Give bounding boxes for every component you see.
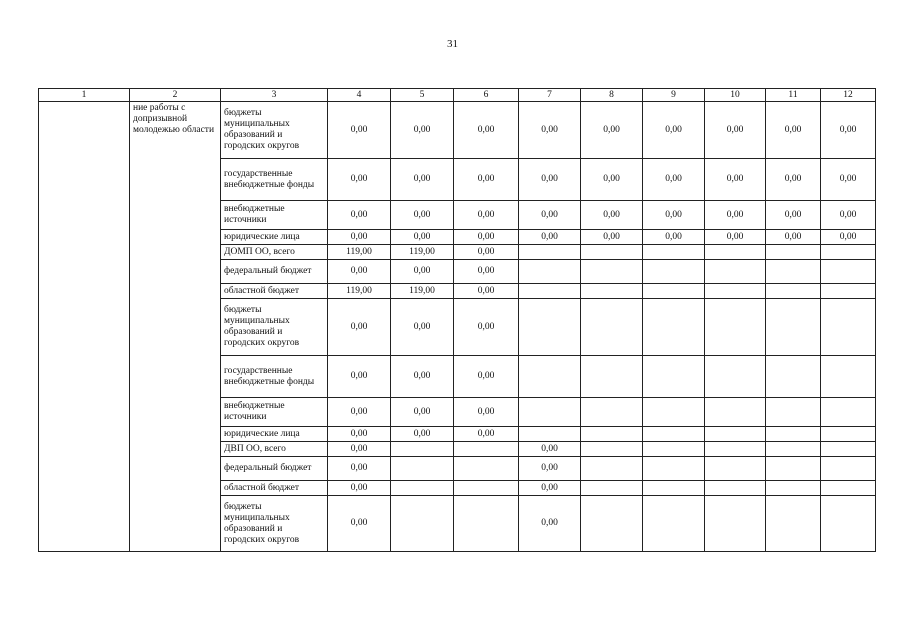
value-cell [821, 299, 876, 356]
value-cell [705, 356, 766, 398]
value-cell: 0,00 [821, 230, 876, 245]
value-cell: 0,00 [454, 356, 519, 398]
column-header: 2 [130, 89, 221, 102]
value-cell: 0,00 [519, 481, 581, 496]
value-cell [705, 442, 766, 457]
column-header: 6 [454, 89, 519, 102]
value-cell [821, 427, 876, 442]
value-cell: 0,00 [519, 496, 581, 552]
value-cell: 0,00 [519, 457, 581, 481]
value-cell: 0,00 [328, 496, 391, 552]
value-cell: 0,00 [766, 102, 821, 159]
value-cell [391, 496, 454, 552]
value-cell: 0,00 [454, 299, 519, 356]
value-cell [519, 260, 581, 284]
funding-source-label: юридические лица [221, 427, 328, 442]
value-cell: 0,00 [766, 159, 821, 201]
value-cell [581, 356, 643, 398]
value-cell [581, 398, 643, 427]
value-cell [454, 496, 519, 552]
value-cell: 0,00 [454, 398, 519, 427]
program-description: ние работы с допризывной молодежью области [130, 102, 221, 552]
value-cell: 0,00 [391, 230, 454, 245]
value-cell: 0,00 [581, 159, 643, 201]
cell-col1 [39, 102, 130, 552]
value-cell: 0,00 [454, 230, 519, 245]
funding-source-label: областной бюджет [221, 284, 328, 299]
value-cell: 0,00 [328, 457, 391, 481]
value-cell [705, 496, 766, 552]
value-cell [643, 284, 705, 299]
funding-source-label: внебюджетные источники [221, 398, 328, 427]
column-header: 5 [391, 89, 454, 102]
column-header: 7 [519, 89, 581, 102]
column-header: 4 [328, 89, 391, 102]
value-cell: 0,00 [328, 201, 391, 230]
value-cell [643, 356, 705, 398]
value-cell: 0,00 [519, 201, 581, 230]
value-cell: 0,00 [519, 442, 581, 457]
value-cell [766, 442, 821, 457]
value-cell [766, 427, 821, 442]
value-cell: 0,00 [328, 230, 391, 245]
value-cell [581, 284, 643, 299]
value-cell: 0,00 [821, 102, 876, 159]
funding-source-label: бюджеты муниципальных образований и городских округов [221, 102, 328, 159]
value-cell: 0,00 [454, 159, 519, 201]
value-cell [821, 260, 876, 284]
value-cell [581, 481, 643, 496]
value-cell [705, 427, 766, 442]
value-cell: 0,00 [705, 230, 766, 245]
value-cell [519, 245, 581, 260]
value-cell: 0,00 [821, 159, 876, 201]
value-cell [821, 442, 876, 457]
value-cell: 119,00 [328, 284, 391, 299]
column-header: 9 [643, 89, 705, 102]
value-cell [821, 398, 876, 427]
value-cell [821, 457, 876, 481]
value-cell [581, 442, 643, 457]
value-cell: 0,00 [328, 398, 391, 427]
value-cell [643, 427, 705, 442]
column-header: 3 [221, 89, 328, 102]
value-cell [391, 457, 454, 481]
value-cell [705, 245, 766, 260]
value-cell: 0,00 [328, 102, 391, 159]
value-cell [391, 442, 454, 457]
value-cell: 0,00 [328, 427, 391, 442]
column-header: 11 [766, 89, 821, 102]
value-cell [519, 356, 581, 398]
value-cell [581, 299, 643, 356]
value-cell: 0,00 [766, 201, 821, 230]
value-cell: 0,00 [454, 201, 519, 230]
column-header: 1 [39, 89, 130, 102]
value-cell [581, 245, 643, 260]
value-cell: 0,00 [643, 201, 705, 230]
funding-source-label: федеральный бюджет [221, 457, 328, 481]
page-number: 31 [447, 38, 458, 50]
funding-source-label: юридические лица [221, 230, 328, 245]
value-cell: 0,00 [581, 230, 643, 245]
value-cell: 0,00 [391, 427, 454, 442]
funding-source-label: областной бюджет [221, 481, 328, 496]
value-cell: 0,00 [705, 201, 766, 230]
value-cell: 0,00 [328, 481, 391, 496]
value-cell [581, 496, 643, 552]
value-cell [643, 481, 705, 496]
header-row [39, 89, 876, 102]
value-cell: 0,00 [643, 230, 705, 245]
value-cell: 0,00 [519, 230, 581, 245]
value-cell [821, 356, 876, 398]
value-cell [581, 457, 643, 481]
funding-source-label: внебюджетные источники [221, 201, 328, 230]
value-cell: 0,00 [454, 427, 519, 442]
value-cell [705, 398, 766, 427]
value-cell [391, 481, 454, 496]
value-cell [643, 299, 705, 356]
value-cell [519, 299, 581, 356]
value-cell [766, 260, 821, 284]
budget-table [38, 88, 876, 552]
value-cell: 0,00 [454, 102, 519, 159]
value-cell [581, 427, 643, 442]
value-cell [821, 496, 876, 552]
funding-source-label: бюджеты муниципальных образований и городских округов [221, 496, 328, 552]
value-cell: 0,00 [391, 398, 454, 427]
value-cell [766, 481, 821, 496]
value-cell [821, 245, 876, 260]
column-header: 12 [821, 89, 876, 102]
value-cell: 0,00 [643, 102, 705, 159]
value-cell: 119,00 [391, 245, 454, 260]
value-cell: 0,00 [391, 299, 454, 356]
value-cell: 0,00 [454, 260, 519, 284]
value-cell: 0,00 [643, 159, 705, 201]
value-cell: 0,00 [391, 260, 454, 284]
value-cell [766, 457, 821, 481]
value-cell: 0,00 [705, 102, 766, 159]
column-header: 10 [705, 89, 766, 102]
funding-source-label: ДОМП ОО, всего [221, 245, 328, 260]
value-cell: 0,00 [391, 201, 454, 230]
value-cell [519, 284, 581, 299]
value-cell [766, 496, 821, 552]
value-cell: 0,00 [705, 159, 766, 201]
value-cell: 0,00 [391, 159, 454, 201]
value-cell [643, 496, 705, 552]
funding-source-label: федеральный бюджет [221, 260, 328, 284]
value-cell: 0,00 [328, 159, 391, 201]
value-cell: 0,00 [454, 284, 519, 299]
value-cell [519, 398, 581, 427]
value-cell: 119,00 [328, 245, 391, 260]
table-row [39, 102, 876, 159]
value-cell [766, 284, 821, 299]
value-cell [454, 481, 519, 496]
value-cell [454, 442, 519, 457]
value-cell [821, 481, 876, 496]
value-cell [766, 398, 821, 427]
value-cell: 0,00 [328, 356, 391, 398]
value-cell [766, 245, 821, 260]
value-cell: 0,00 [328, 442, 391, 457]
value-cell: 0,00 [328, 260, 391, 284]
value-cell: 0,00 [391, 102, 454, 159]
value-cell: 0,00 [766, 230, 821, 245]
funding-source-label: ДВП ОО, всего [221, 442, 328, 457]
value-cell [643, 260, 705, 284]
value-cell [766, 299, 821, 356]
value-cell: 0,00 [821, 201, 876, 230]
value-cell [766, 356, 821, 398]
value-cell [705, 457, 766, 481]
value-cell [519, 427, 581, 442]
value-cell: 0,00 [391, 356, 454, 398]
value-cell [705, 299, 766, 356]
value-cell [643, 398, 705, 427]
value-cell: 0,00 [581, 201, 643, 230]
funding-source-label: бюджеты муниципальных образований и городских округов [221, 299, 328, 356]
value-cell [454, 457, 519, 481]
value-cell [705, 284, 766, 299]
value-cell [581, 260, 643, 284]
value-cell: 119,00 [391, 284, 454, 299]
value-cell [643, 245, 705, 260]
value-cell [643, 442, 705, 457]
value-cell: 0,00 [328, 299, 391, 356]
funding-source-label: государственные внебюджетные фонды [221, 159, 328, 201]
value-cell [643, 457, 705, 481]
value-cell: 0,00 [581, 102, 643, 159]
value-cell: 0,00 [519, 102, 581, 159]
value-cell [821, 284, 876, 299]
value-cell: 0,00 [454, 245, 519, 260]
value-cell [705, 481, 766, 496]
column-header: 8 [581, 89, 643, 102]
value-cell: 0,00 [519, 159, 581, 201]
value-cell [705, 260, 766, 284]
funding-source-label: государственные внебюджетные фонды [221, 356, 328, 398]
